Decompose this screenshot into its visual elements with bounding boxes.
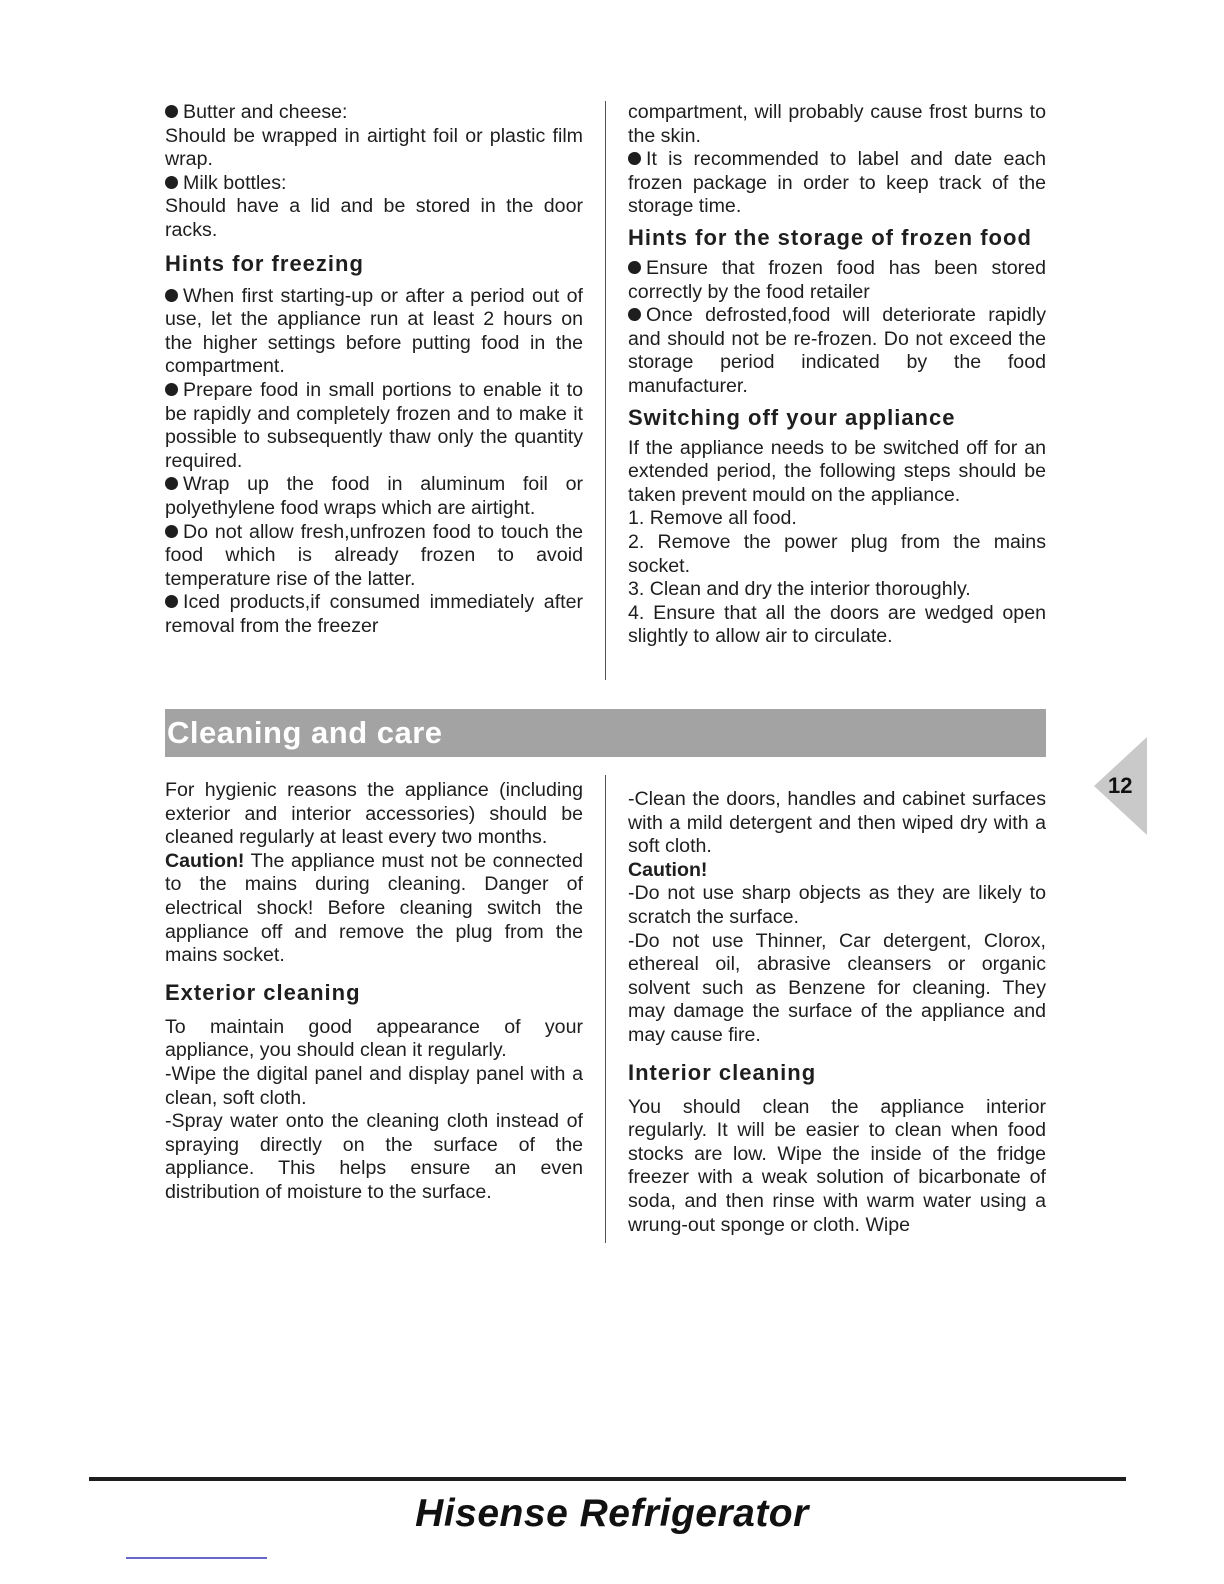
freezing-bullet: Wrap up the food in aluminum foil or polyethylene food wraps which are airtight. [165,473,583,519]
continuation-text: compartment, will probably cause frost burns to the skin. [628,101,1046,147]
switch-heading: Switching off your appliance [628,404,956,430]
switch-step: 4. Ensure that all the doors are wedged open slightly to allow air to circulate. [628,601,1046,648]
section-title: Cleaning and care [167,715,443,750]
footer-underline [126,1557,267,1559]
column-divider [605,775,606,1243]
caution-paragraph [165,850,583,968]
clean-doors-text: -Clean the doors, handles and cabinet surfaces with a mild detergent and then wiped dry with a soft cloth. [628,788,1046,858]
caution-text: The appliance must not be connected to the mains during cleaning. Danger of electrical shock! Before cleaning switch the appliance off and remove the plug from the mains socket. [165,849,583,967]
caution-item: -Do not use Thinner, Car detergent, Clorox, ethereal oil, abrasive cleansers or organic solvent such as Benzene for cleaning. They may damage the surface of the appliance and may cause fire. [628,929,1046,1046]
freezing-bullet: When first starting-up or after a period out of use, let the appliance run at least 2 hours on the higher settings before putting food in the compartment. [165,284,583,378]
bullet-icon [165,383,178,396]
switch-step: 1. Remove all food. [628,507,797,530]
exterior-paragraph: -Spray water onto the cleaning cloth instead of spraying directly on the surface of the appliance. This helps ensure an even distribution of moisture to the surface. [165,1110,583,1203]
storage-bullet: Once defrosted,food will deteriorate rapidly and should not be re-frozen. Do not exceed the storage period indicated by the food manufacturer. [628,304,1046,397]
bullet-icon [165,525,178,538]
label-bullet: It is recommended to label and date each frozen package in order to keep track of the storage time. [628,148,1046,218]
switch-intro: If the appliance needs to be switched off for an extended period, the following steps should be taken prevent mould on the appliance. [628,436,1046,506]
freezing-bullet: Iced products,if consumed immediately after removal from the freezer [165,591,583,637]
freezing-heading: Hints for freezing [165,250,364,276]
bullet-icon [628,308,641,321]
column-divider [605,101,606,680]
bullet-icon [165,289,178,302]
milk-label-line: Milk bottles: [165,172,583,196]
interior-text: You should clean the appliance interior regularly. It will be easier to clean when food stocks are low. Wipe the inside of the fridge freezer with a weak solution of bicarbonate of soda, and then rinse with warm water using a wrung-out sponge or cloth. Wipe [628,1095,1046,1236]
butter-label-line: Butter and cheese: [165,101,583,125]
bottom-left-column [165,779,583,1205]
bullet-icon [165,176,178,189]
bullet-icon [165,105,178,118]
storage-heading: Hints for the storage of frozen food [628,224,1032,250]
top-left-column [165,101,583,638]
caution-item: -Do not use sharp objects as they are likely to scratch the surface. [628,882,1046,928]
milk-text: Should have a lid and be stored in the door racks. [165,195,583,241]
freezing-bullet: Do not allow fresh,unfrozen food to touch the food which is already frozen to avoid temperature rise of the latter. [165,520,583,590]
footer-rule [89,1477,1126,1481]
footer-brand: Hisense Refrigerator [415,1492,809,1535]
switch-step: 2. Remove the power plug from the mains socket. [628,530,1046,577]
bullet-icon [628,152,641,165]
freezing-bullet: Prepare food in small portions to enable it to be rapidly and completely frozen and to make it possible to subsequently thaw only the quantity required. [165,378,583,472]
bullet-icon [165,595,178,608]
page-number: 12 [1108,773,1133,798]
cleaning-intro: For hygienic reasons the appliance (including exterior and interior accessories) should be cleaned regularly at least every two months. [165,779,583,849]
exterior-paragraph: To maintain good appearance of your appliance, you should clean it regularly. [165,1015,583,1062]
section-banner [165,709,1046,757]
butter-text: Should be wrapped in airtight foil or plastic film wrap. [165,124,583,171]
exterior-paragraph: -Wipe the digital panel and display panel with a clean, soft cloth. [165,1062,583,1109]
caution-label: Caution! [628,858,708,881]
exterior-heading: Exterior cleaning [165,979,361,1005]
switch-step: 3. Clean and dry the interior thoroughly. [628,578,971,601]
bullet-icon [628,261,641,274]
page-number-tab [1094,737,1147,835]
interior-heading: Interior cleaning [628,1059,817,1085]
storage-bullet: Ensure that frozen food has been stored correctly by the food retailer [628,256,1046,303]
bullet-icon [165,477,178,490]
bottom-right-column [628,788,1046,1237]
top-right-column [628,101,1046,649]
caution-label: Caution! [165,849,245,872]
